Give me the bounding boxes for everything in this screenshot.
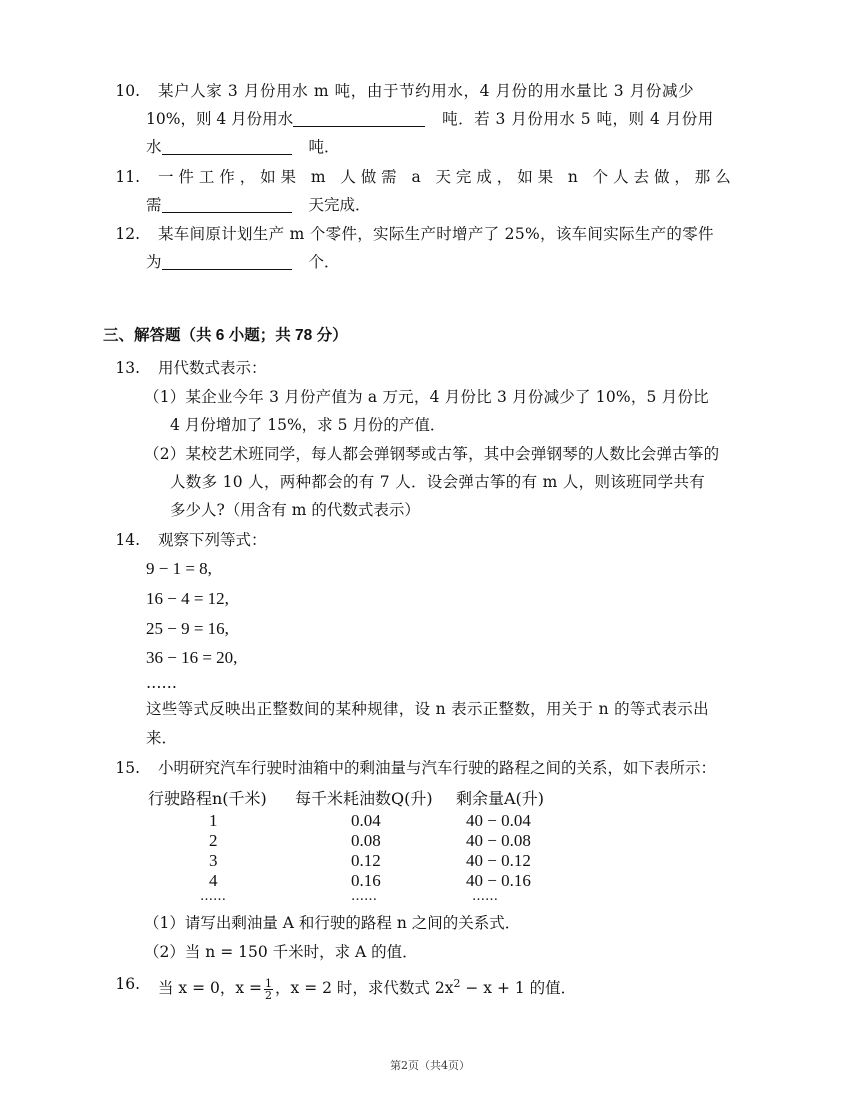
table-cell: 2 <box>209 831 218 850</box>
q14-equation: 36 − 16 = 20, <box>146 648 238 667</box>
table-header: 每千米耗油数Q(升) <box>295 789 433 808</box>
page-footer: 第2页（共4页） <box>390 1059 470 1072</box>
table-cell: 1 <box>209 811 218 830</box>
fraction-denominator: 2 <box>265 988 273 1002</box>
q11-line2 <box>146 194 370 216</box>
table-cell: 40 − 0.04 <box>466 811 531 830</box>
q14-equation: 25 − 9 = 16, <box>146 619 229 638</box>
table-cell: 40 − 0.12 <box>466 851 531 870</box>
q14-equation: 16 − 4 = 12, <box>146 589 229 608</box>
q12-line2 <box>146 251 339 273</box>
q15-number: 15. <box>115 759 140 777</box>
q13-part2-line1: （2）某校艺术班同学，每人都会弹钢琴或古筝，其中会弹钢琴的人数比会弹古筝的 <box>144 445 720 463</box>
q10-line3 <box>146 136 339 158</box>
q11-line2-text-a: 需 <box>146 196 162 214</box>
q16-text-a: 当 x = 0，x = <box>158 979 263 998</box>
q14-ellipsis: …… <box>146 674 177 692</box>
q12-line2-text-b: 个． <box>308 253 340 271</box>
section-heading: 三、解答题（共 6 小题；共 78 分） <box>103 327 348 344</box>
q14-intro: 观察下列等式： <box>158 531 267 549</box>
table-header: 行驶路程n(千米) <box>148 789 267 808</box>
q10-line1: 某户人家 3 月份用水 m 吨，由于节约用水，4 月份的用水量比 3 月份减少 <box>158 82 695 100</box>
table-cell: 0.04 <box>351 811 381 830</box>
table-cell: 3 <box>209 851 218 870</box>
q16-text-b: ，x = 2 时，求代数式 2x <box>275 979 454 998</box>
q16-text-c: − x + 1 的值． <box>460 979 577 998</box>
q11-line2-text-b: 天完成． <box>308 196 371 214</box>
table-cell: 4 <box>209 871 218 890</box>
q14-tail-line2: 来． <box>146 729 178 747</box>
q13-intro: 用代数式表示： <box>158 359 267 377</box>
table-cell: …… <box>472 889 498 904</box>
q13-part1-line1: （1）某企业今年 3 月份产值为 a 万元，4 月份比 3 月份减少了 10%，5 月份比 <box>144 388 709 406</box>
q15-part1: （1）请写出剩油量 A 和行驶的路程 n 之间的关系式． <box>144 914 521 932</box>
table-cell: 40 − 0.16 <box>466 871 531 890</box>
q16-line <box>158 970 576 1002</box>
table-cell: 0.16 <box>351 871 381 890</box>
table-cell: …… <box>200 889 226 904</box>
q14-number: 14. <box>115 531 140 549</box>
q10-blank-2[interactable] <box>162 138 292 155</box>
q10-line2-text-b: 吨．若 3 月份用水 5 吨，则 4 月份用 <box>442 110 714 128</box>
q15-intro: 小明研究汽车行驶时油箱中的剩油量与汽车行驶的路程之间的关系，如下表所示： <box>158 759 717 777</box>
q12-blank[interactable] <box>162 253 292 270</box>
q13-part2-line2: 人数多 10 人，两种都会的有 7 人．设会弹古筝的有 m 人，则该班同学共有 <box>170 473 706 491</box>
q14-equation: 9 − 1 = 8, <box>146 559 212 578</box>
q10-line3-text-a: 水 <box>146 138 162 156</box>
q16-exponent: 2 <box>453 977 461 990</box>
q10-line2 <box>146 108 714 130</box>
q10-number: 10. <box>115 82 140 100</box>
table-header: 剩余量A(升) <box>456 789 545 808</box>
q12-number: 12. <box>115 225 140 243</box>
q12-line1: 某车间原计划生产 m 个零件，实际生产时增产了 25%，该车间实际生产的零件 <box>158 225 714 243</box>
q16-fraction <box>264 978 273 1001</box>
q10-blank-1[interactable] <box>293 110 425 127</box>
q13-part1-line2: 4 月份增加了 15%，求 5 月份的产值． <box>170 416 446 434</box>
q13-part2-line3: 多少人?（用含有 m 的代数式表示） <box>170 501 420 519</box>
table-cell: 0.12 <box>351 851 381 870</box>
q12-line2-text-a: 为 <box>146 253 162 271</box>
table-cell: 0.08 <box>351 831 381 850</box>
q10-line2-text-a: 10%，则 4 月份用水 <box>146 110 294 128</box>
q10-line3-text-b: 吨． <box>308 138 340 156</box>
q15-part2: （2）当 n = 150 千米时，求 A 的值． <box>144 943 418 961</box>
table-cell: …… <box>351 889 377 904</box>
table-cell: 40 − 0.08 <box>466 831 531 850</box>
q11-line1: 一 件 工 作 ， 如 果 m 人 做 需 a 天 完 成 ， 如 果 n 个 人 去 做 ， 那 么 <box>158 168 731 186</box>
q11-blank[interactable] <box>162 196 292 213</box>
q14-tail-line1: 这些等式反映出正整数间的某种规律，设 n 表示正整数，用关于 n 的等式表示出 <box>146 700 709 718</box>
q13-number: 13. <box>115 359 140 377</box>
q16-number: 16. <box>115 975 140 993</box>
q11-number: 11. <box>115 168 140 186</box>
fraction-numerator: 1 <box>265 976 273 990</box>
